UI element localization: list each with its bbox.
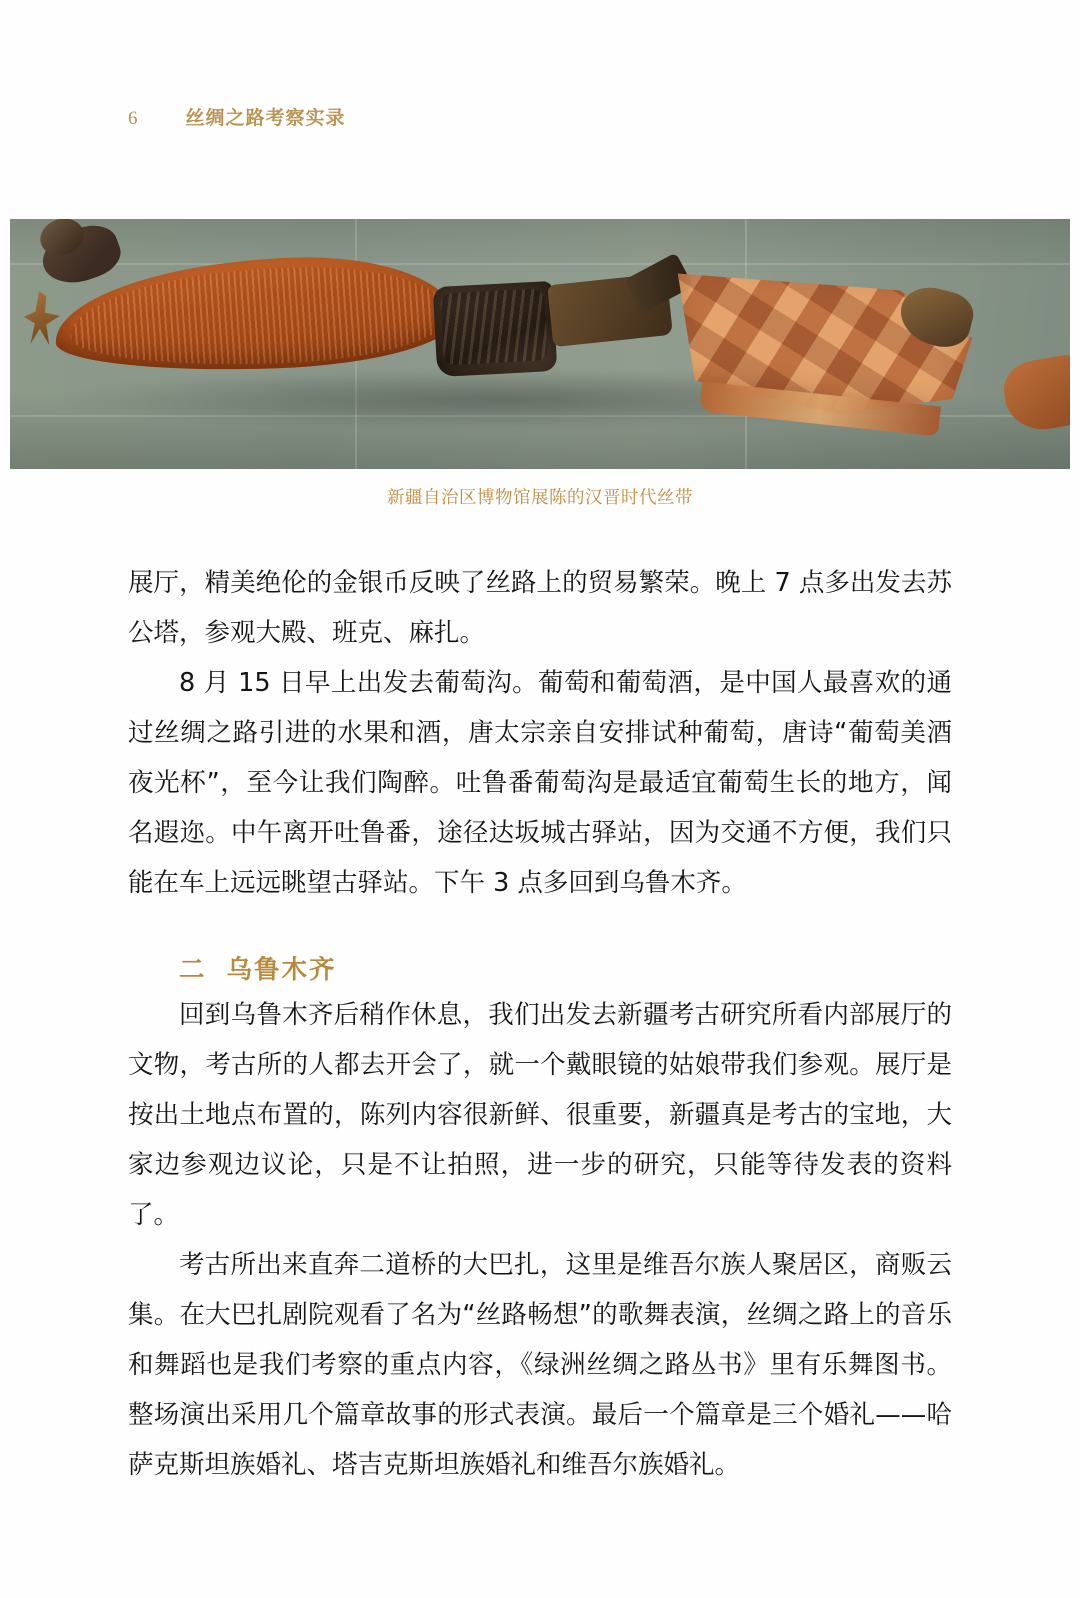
paragraph-1: 展厅，精美绝伦的金银币反映了丝路上的贸易繁荣。晚上 7 点多出发去苏公塔，参观大殿、班克、麻扎。 — [128, 568, 952, 648]
paragraph-4: 考古所出来直奔二道桥的大巴扎，这里是维吾尔族人聚居区，商贩云集。在大巴扎剧院观看了名为“丝路畅想”的歌舞表演，丝绸之路上的音乐和舞蹈也是我们考察的重点内容，《绿洲丝绸之路丛书》里有乐舞图书。整场演出采用几个篇章故事的形式表演。最后一个篇章是三个婚礼——哈萨克斯坦族婚礼、塔吉克斯坦族婚礼和维吾尔族婚礼。 — [128, 1250, 952, 1480]
body-text — [128, 558, 952, 1490]
section-title-text: 乌鲁木齐 — [226, 955, 337, 985]
figure-image — [10, 219, 1070, 469]
section-number: 二 — [179, 955, 207, 985]
figure-caption: 新疆自治区博物馆展陈的汉晋时代丝带 — [387, 488, 693, 508]
section-heading — [128, 950, 952, 986]
torso-fabric-folds — [440, 288, 548, 365]
running-head — [128, 103, 346, 130]
paragraph-2: 8 月 15 日早上出发去葡萄沟。葡萄和葡萄酒，是中国人最喜欢的通过丝绸之路引进的水果和酒，唐太宗亲自安排试种葡萄，唐诗“葡萄美酒夜光杯”，至今让我们陶醉。吐鲁番葡萄沟是最适宜葡萄生长的地方，闻名遐迩。中午离开吐鲁番，途径达坂城古驿站，因为交通不方便，我们只能在车上远远眺望古驿站。下午 3 点多回到乌鲁木齐。 — [128, 668, 952, 898]
page-number: 6 — [128, 108, 138, 129]
floor-seam — [10, 263, 1070, 265]
running-head-title: 丝绸之路考察实录 — [185, 107, 346, 129]
paragraph-3: 回到乌鲁木齐后稍作休息，我们出发去新疆考古研究所看内部展厅的文物，考古所的人都去开会了，就一个戴眼镜的姑娘带我们参观。展厅是按出土地点布置的，陈列内容很新鲜、很重要，新疆真是考古的宝地，大家边参观边议论，只是不让拍照，进一步的研究，只能等待发表的资料了。 — [128, 1000, 952, 1230]
